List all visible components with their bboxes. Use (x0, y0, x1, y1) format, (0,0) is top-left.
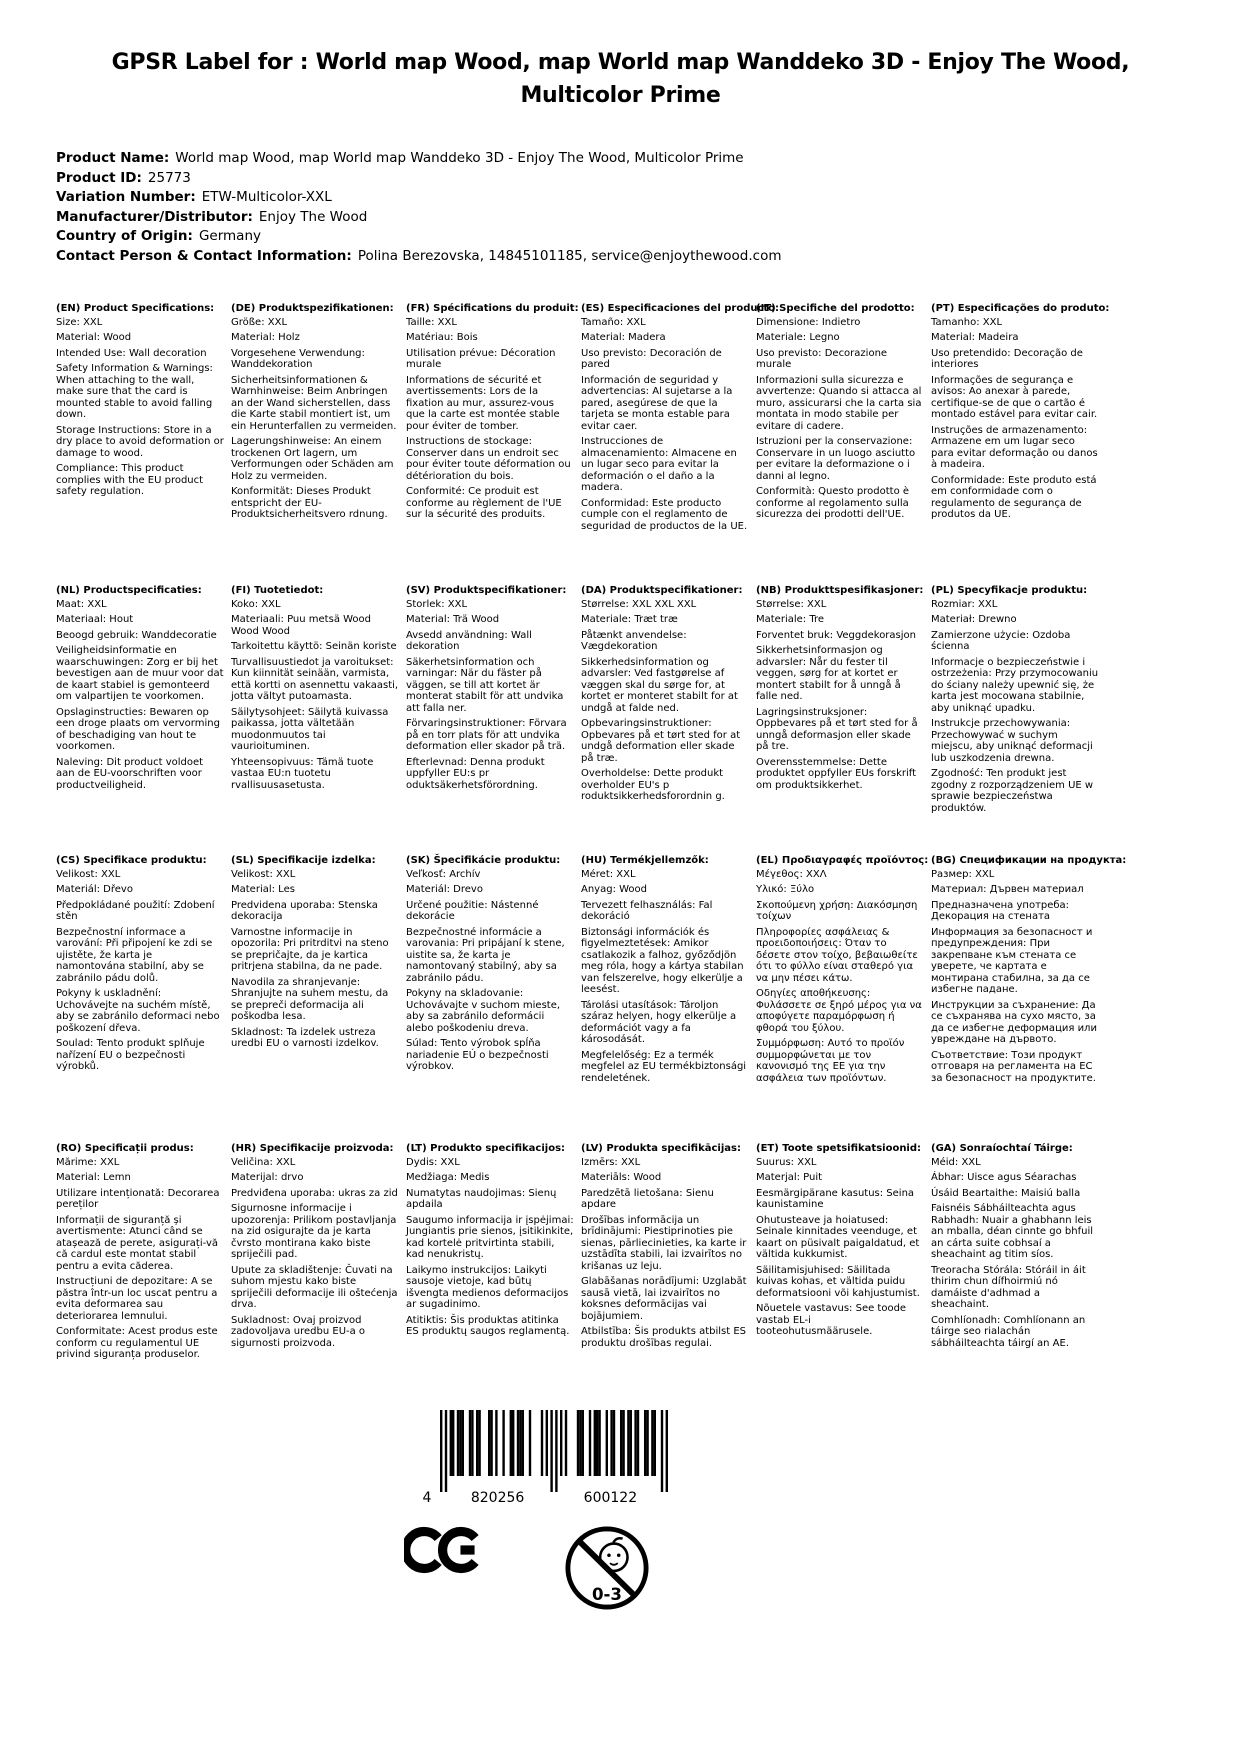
product-info-value: ETW-Multicolor-XXL (201, 189, 332, 205)
spec-item: Safety Information & Warnings: When attaching to the wall, make sure that the card is mounted stable to avoid falling down. (56, 363, 213, 420)
product-info-value: Polina Berezovska, 14845101185, service@enjoythewood.com (357, 247, 782, 264)
section-lv (581, 1143, 749, 1365)
spec-item: Atbilstība: Šis produkts atbilst ES produktu drošības regulai. (581, 1326, 747, 1349)
spec-item: Instrucțiuni de depozitare: A se păstra într-un loc uscat pentru a evita deformarea sau deteriorarea lemnului. (56, 1276, 218, 1322)
spec-item: Méret: XXL (581, 868, 636, 880)
spec-item: Comhlíonadh: Comhlíonann an táirge seo rialachán sábháilteachta táirgí an AE. (931, 1314, 1086, 1349)
spec-item: Material: Madera (581, 332, 666, 343)
spec-item: Säilytysohjeet: Säilytä kuivassa paikassa, jotta vältetään muodonmuutos tai vaurioituminen. (231, 706, 389, 752)
spec-item: Utilizare intenționată: Decorarea pereților (56, 1187, 220, 1210)
section-heading: (PT) Especificações do produto: (931, 303, 1110, 314)
section-heading: (NB) Produkttspesifikasjoner: (756, 585, 924, 596)
spec-item: Intended Use: Wall decoration (56, 347, 207, 359)
spec-item: Съответствие: Този продукт отговаря на регламента на ЕС за безопасност на продуктите. (931, 1049, 1096, 1084)
spec-item: Informații de siguranță și avertismente: Atunci când se atașează de perete, asigurați-vă că cardul este montat stabil pentru a evita căderea. (56, 1214, 219, 1272)
spec-item: Sicherheitsinformationen & Warnhinweise: Beim Anbringen an der Wand sicherstellen, dass die Karte stabil montiert ist, um ein Herunterfallen zu vermeiden. (231, 374, 397, 432)
spec-item: Conformidade: Este produto está em conformidade com o regulamento de segurança de produtos da UE. (931, 474, 1097, 520)
section-body (581, 869, 749, 1085)
section-heading: (HR) Specifikacije proizvoda: (231, 1143, 394, 1154)
section-en (56, 303, 224, 585)
section-body (231, 869, 399, 1050)
spec-item: Lagringsinstruksjoner: Oppbevares på et tørt sted for å unngå deformasjon eller skade på tre. (756, 706, 918, 752)
spec-item: Storlek: XXL (406, 598, 468, 610)
spec-item: Uso previsto: Decoración de pared (581, 347, 722, 370)
product-info-label: Contact Person & Contact Information: (56, 247, 352, 264)
spec-item: Nõuetele vastavus: See toode vastab EL-i tooteohutusmäärusele. (756, 1303, 907, 1337)
section-heading: (DE) Produktspezifikationen: (231, 303, 394, 314)
spec-item: Numatytas naudojimas: Sienų apdaila (406, 1187, 557, 1210)
section-body (56, 1157, 224, 1361)
spec-item: Skladnost: Ta izdelek ustreza uredbi EU o varnosti izdelkov. (231, 1026, 379, 1049)
spec-item: Zgodność: Ten produkt jest zgodny z rozporządzeniem UE w sprawie bezpieczeństwa produktów. (931, 768, 1094, 814)
product-info-label: Variation Number: (56, 189, 196, 205)
spec-item: Dydis: XXL (406, 1156, 460, 1168)
product-info-row (56, 247, 1186, 267)
section-body (231, 317, 399, 521)
product-info-label: Manufacturer/Distributor: (56, 208, 253, 225)
section-pl (931, 585, 1099, 855)
section-ga (931, 1143, 1099, 1365)
spec-item: Sikkerhedsinformation og advarsler: Ved fastgørelse af væggen skal du sørge for, at kortet er monteret stabilt for at undgå at falde ned. (581, 656, 738, 714)
section-es (581, 303, 780, 585)
spec-item: Utilisation prévue: Décoration murale (406, 347, 556, 370)
product-info-row (56, 169, 1186, 189)
ean13-barcode (418, 1410, 712, 1510)
spec-item: Veličina: XXL (231, 1156, 296, 1168)
spec-item: Tamanho: XXL (931, 316, 1003, 328)
spec-item: Información de seguridad y advertencias: Al sujetarse a la pared, asegúrese de que la tarjeta se monta estable para evitar caer. (581, 374, 733, 432)
section-heading: (CS) Specifikace produktu: (56, 855, 207, 866)
section-body (56, 599, 224, 792)
section-body (581, 317, 749, 533)
section-lt (406, 1143, 574, 1365)
section-el (756, 855, 929, 1143)
section-heading: (GA) Sonraíochtaí Táirge: (931, 1143, 1073, 1154)
spec-item: Μέγεθος: XXΛ (756, 868, 827, 880)
spec-item: Materjal: Puit (756, 1172, 823, 1183)
section-pt (931, 303, 1110, 585)
spec-item: Materiál: Drevo (406, 884, 483, 895)
spec-item: Informações de segurança e avisos: Ao anexar à parede, certifique-se de que o cartão é montado estável para evitar cair. (931, 374, 1098, 420)
spec-item: Bezpečnostní informace a varování: Při připojení ke zdi se ujistěte, že karta je namontována stabilní, aby se zabránilo pádu dolů. (56, 926, 213, 984)
section-body (406, 869, 574, 1073)
spec-item: Veiligheidsinformatie en waarschuwingen: Zorg er bij het bevestigen aan de muur voor dat de kaart stabiel is gemonteerd om valpartijen te voorkomen. (56, 645, 224, 702)
spec-item: Material: Madeira (931, 332, 1019, 343)
section-bg (931, 855, 1127, 1143)
section-heading: (NL) Productspecificaties: (56, 585, 202, 596)
spec-item: Οδηγίες αποθήκευσης: Φυλάσσετε σε ξηρό μέρος για να αποφύγετε παραμόρφωση ή φθορά του ξύλου. (756, 988, 922, 1034)
spec-item: Soulad: Tento produkt splňuje nařízení EU o bezpečnosti výrobků. (56, 1038, 205, 1072)
spec-item: Suurus: XXL (756, 1156, 817, 1168)
spec-item: Laikymo instrukcijos: Laikyti sausoje vietoje, kad būtų išvengta medienos deformacijos ar sugadinimo. (406, 1264, 569, 1310)
spec-item: Veľkosť: Archív (406, 868, 481, 880)
section-heading: (DA) Produktspecifikationer: (581, 585, 743, 596)
spec-item: Material: Les (231, 884, 295, 895)
spec-item: Ábhar: Uisce agus Séarachas (931, 1172, 1077, 1183)
product-info-value: Germany (198, 228, 261, 244)
section-body (231, 1157, 399, 1350)
product-info-row (56, 149, 1186, 169)
spec-item: Rozmiar: XXL (931, 598, 998, 610)
section-heading: (RO) Specificații produs: (56, 1143, 194, 1154)
section-heading: (FI) Tuotetiedot: (231, 585, 324, 596)
spec-item: Izmērs: XXL (581, 1156, 641, 1168)
spec-item: Istruzioni per la conservazione: Conservare in un luogo asciutto per evitare la deformazione o i danni al legno. (756, 436, 916, 482)
spec-item: Lagerungshinweise: An einem trockenen Ort lagern, um Verformungen oder Schäden am Holz zu vermeiden. (231, 436, 394, 482)
section-nl (56, 585, 224, 855)
spec-item: Påtænkt anvendelse: Vægdekoration (581, 629, 687, 652)
product-info-row (56, 227, 1186, 247)
section-heading: (PL) Specyfikacje produktu: (931, 585, 1088, 596)
spec-item: Материал: Дървен материал (931, 884, 1084, 895)
spec-item: Größe: XXL (231, 316, 288, 328)
spec-item: Size: XXL (56, 316, 103, 328)
spec-item: Varnostne informacije in opozorila: Pri pritrditvi na steno se prepričajte, da je kartica pritrjena stabilna, da ne pade. (231, 926, 389, 972)
age-warning-0-3-icon (564, 1522, 650, 1614)
spec-item: Material: Lemn (56, 1172, 131, 1183)
spec-item: Storage Instructions: Store in a dry place to avoid deformation or damage to wood. (56, 424, 224, 459)
section-body (581, 1157, 749, 1350)
spec-item: Predviđena uporaba: ukras za zid (231, 1187, 398, 1199)
spec-item: Biztonsági információk és figyelmeztetések: Amikor csatlakozik a falhoz, győződjön meg róla, hogy a kártya stabilan van felszerelve, hogy elkerülje a leesést. (581, 926, 744, 995)
spec-item: Material: Wood (56, 332, 132, 343)
section-body (406, 599, 574, 792)
section-hr (231, 1143, 399, 1365)
spec-item: Taille: XXL (406, 316, 457, 328)
spec-item: Yhteensopivuus: Tämä tuote vastaa EU:n tuotetu rvallisuusasetusta. (231, 756, 374, 791)
spec-item: Úsáid Beartaithe: Maisiú balla (931, 1187, 1081, 1199)
section-body (931, 317, 1099, 521)
spec-item: Predvidena uporaba: Stenska dekoracija (231, 899, 378, 922)
product-info-value: Enjoy The Wood (258, 208, 368, 225)
footer-icons-row (404, 1522, 712, 1614)
section-body (931, 1157, 1099, 1350)
product-info-value: World map Wood, map World map Wanddeko 3D - Enjoy The Wood, Multicolor Prime (175, 150, 744, 166)
section-heading: (ES) Especificaciones del producto: (581, 303, 780, 314)
age-warning-label: 0-3 (591, 1585, 623, 1605)
spec-item: Saugumo informacija ir įspėjimai: Jungiantis prie sienos, įsitikinkite, kad kortelė pritvirtinta stabili, kad nenukristų. (406, 1214, 574, 1260)
section-heading: (LV) Produkta specifikācijas: (581, 1143, 741, 1154)
section-body (756, 869, 924, 1085)
spec-item: Avsedd användning: Wall dekoration (406, 629, 532, 652)
spec-item: Informations de sécurité et avertissements: Lors de la fixation au mur, assurez-vous que la carte est montée stable pour éviter de tomber. (406, 374, 560, 432)
product-info-row (56, 208, 1186, 228)
spec-item: Conformidad: Este producto cumple con el reglamento de seguridad de productos de la UE. (581, 497, 748, 532)
spec-item: Konformität: Dieses Produkt entspricht der EU-Produktsicherheitsvero rdnung. (231, 486, 388, 520)
spec-item: Eesmärgipärane kasutus: Seina kaunistamine (756, 1187, 915, 1210)
spec-item: Mărime: XXL (56, 1156, 120, 1168)
section-heading: (FR) Spécifications du produit: (406, 303, 579, 314)
section-body (931, 599, 1099, 815)
product-info-label: Country of Origin: (56, 228, 193, 244)
spec-item: Material: Holz (231, 332, 300, 343)
section-fr (406, 303, 579, 585)
spec-item: Размер: XXL (931, 868, 995, 880)
section-body (756, 1157, 924, 1338)
section-nb (756, 585, 924, 855)
spec-item: Drošības informācija un brīdinājumi: Piestiprinoties pie sienas, pārliecinieties, ka karte ir uzstādīta stabili, lai izvairītos no krišanas uz leju. (581, 1214, 747, 1272)
section-body (56, 869, 224, 1073)
section-sv (406, 585, 574, 855)
spec-item: Υλικό: Ξύλο (756, 884, 815, 895)
spec-item: Sikkerhetsinformasjon og advarsler: Når du fester til veggen, sørg for at kortet er montert stabilt for å unngå å falle ned. (756, 645, 901, 702)
spec-item: Информация за безопасност и предупреждения: При закрепване към стената се уверете, че картата е монтирана стабилна, за да се избегне падане. (931, 926, 1093, 995)
spec-item: Conformità: Questo prodotto è conforme al regolamento sulla sicurezza dei prodotti dell'UE. (756, 486, 910, 520)
section-heading: (HU) Termékjellemzők: (581, 855, 709, 866)
spec-item: Συμμόρφωση: Αυτό το προϊόν συμμορφώνεται με τον κανονισμό της ΕΕ για την ασφάλεια των προϊόντων. (756, 1038, 905, 1084)
spec-item: Предназначена употреба: Декорация на стената (931, 899, 1070, 922)
spec-item: Předpokládané použití: Zdobení stěn (56, 899, 215, 922)
spec-item: Treoracha Stórála: Stóráil in áit thirim chun dífhoirmiú nó damáiste d'adhmad a sheachaint. (931, 1264, 1086, 1310)
section-cs (56, 855, 224, 1143)
spec-item: Opbevaringsinstruktioner: Opbevares på et tørt sted for at undgå deformation eller skade på træ. (581, 718, 741, 764)
section-heading: (BG) Спецификации на продукта: (931, 855, 1127, 866)
spec-item: Forventet bruk: Veggdekorasjon (756, 629, 916, 641)
section-ro (56, 1143, 224, 1365)
spec-item: Instrukcje przechowywania: Przechowywać w suchym miejscu, aby uniknąć deformacji lub uszkodzenia drewna. (931, 718, 1093, 764)
spec-item: Πληροφορίες ασφάλειας & προειδοποιήσεις: Όταν το δέσετε στον τοίχο, βεβαιωθείτε ότι το φύλλο είναι σταθερό για να μην πέσει κάτω. (756, 926, 918, 984)
spec-item: Turvallisuustiedot ja varoitukset: Kun kiinnität seinään, varmista, että kortti on asennettu vakaasti, jotta vältyt putoamasta. (231, 656, 399, 702)
section-heading: (LT) Produkto specifikacijos: (406, 1143, 566, 1154)
language-sections-grid (56, 303, 1127, 1365)
spec-item: Compliance: This product complies with the EU product safety regulation. (56, 463, 204, 497)
spec-item: Koko: XXL (231, 598, 281, 610)
spec-item: Matériau: Bois (406, 332, 478, 343)
spec-item: Bezpečnostné informácie a varovania: Pri pripájaní k stene, uistite sa, že karta je namontovaný stabilný, aby sa zabránilo pádu. (406, 926, 565, 984)
spec-item: Velikost: XXL (231, 868, 296, 880)
spec-item: Sigurnosne informacije i upozorenja: Prilikom postavljanja na zid osigurajte da je karta čvrsto montirana kako biste spriječili pad. (231, 1203, 397, 1260)
spec-item: Dimensione: Indietro (756, 316, 861, 328)
spec-item: Conformitate: Acest produs este conform cu regulamentul UE privind siguranța produselor. (56, 1326, 218, 1360)
spec-item: Materiał: Drewno (931, 614, 1017, 625)
section-heading: (ET) Toote spetsifikatsioonid: (756, 1143, 922, 1154)
section-body (756, 317, 924, 521)
spec-item: Pokyny na skladovanie: Uchovávajte v suchom mieste, aby sa zabránilo deformácii alebo poškodeniu dreva. (406, 988, 561, 1034)
barcode-digits-left: 820256 (470, 1490, 525, 1506)
product-info-label: Product ID: (56, 169, 142, 186)
spec-item: Informacje o bezpieczeństwie i ostrzeżenia: Przy przymocowaniu do ściany należy upewnić się, że karta jest mocowana stabilnie, aby uniknąć upadku. (931, 656, 1099, 714)
barcode-bars (418, 1410, 670, 1506)
spec-item: Méid: XXL (931, 1156, 981, 1168)
spec-item: Zamierzone użycie: Ozdoba ścienna (931, 629, 1071, 652)
spec-item: Инструкции за съхранение: Да се съхранява на сухо място, за да се избегне деформация или увреждане на дървото. (931, 999, 1097, 1045)
spec-item: Atitiktis: Šis produktas atitinka ES produktų saugos reglamentą. (406, 1314, 570, 1337)
product-info-row (56, 188, 1186, 208)
spec-item: Určené použitie: Nástenné dekorácie (406, 899, 539, 922)
section-heading: (SK) Špecifikácie produktu: (406, 855, 561, 866)
spec-item: Overholdelse: Dette produkt overholder EU's p roduktsikkerhedsforordnin g. (581, 768, 725, 802)
spec-item: Instructions de stockage: Conserver dans un endroit sec pour éviter toute déformation ou détérioration du bois. (406, 436, 571, 482)
product-info (56, 149, 1186, 266)
barcode-digits-right: 600122 (583, 1490, 638, 1506)
section-body (581, 599, 749, 803)
section-hu (581, 855, 749, 1143)
spec-item: Medžiaga: Medis (406, 1172, 490, 1183)
spec-item: Anyag: Wood (581, 884, 648, 895)
spec-item: Materiál: Dřevo (56, 884, 133, 895)
section-heading: (EL) Προδιαγραφές προϊόντος: (756, 855, 929, 866)
spec-item: Ohutusteave ja hoiatused: Seinale kinnitades veenduge, et kaart on püsivalt paigaldatud, et vältida kukkumist. (756, 1214, 920, 1260)
spec-item: Instruções de armazenamento: Armazene em um lugar seco para evitar deformação ou danos à madeira. (931, 424, 1098, 470)
spec-item: Säkerhetsinformation och varningar: När du fäster på väggen, se till att kortet är monterat stabilt för att undvika att falla ner. (406, 656, 564, 714)
spec-item: Materiale: Tre (756, 614, 825, 625)
spec-item: Opslaginstructies: Bewaren op een droge plaats om vervorming of beschadiging van hout te voorkomen. (56, 706, 220, 752)
barcode-digit-lead: 4 (422, 1490, 432, 1506)
product-info-value: 25773 (147, 169, 191, 186)
spec-item: Pokyny k uskladnění: Uchovávejte na suchém místě, aby se zabránilo deformaci nebo poškození dřeva. (56, 988, 220, 1034)
spec-item: Efterlevnad: Denna produkt uppfyller EU:s pr oduktsäkerhetsförordning. (406, 756, 545, 791)
spec-item: Materiale: Legno (756, 332, 840, 343)
section-fi (231, 585, 399, 855)
spec-item: Megfelelőség: Ez a termék megfelel az EU termékbiztonsági rendeletének. (581, 1049, 747, 1084)
section-heading: (EN) Product Specifications: (56, 303, 215, 314)
spec-item: Instrucciones de almacenamiento: Almacene en un lugar seco para evitar la deformación o el daño a la madera. (581, 436, 737, 493)
section-body (56, 317, 224, 498)
spec-item: Materijal: drvo (231, 1172, 304, 1183)
spec-item: Størrelse: XXL XXL XXL (581, 598, 697, 610)
spec-item: Navodila za shranjevanje: Shranjujte na suhem mestu, da se prepreči deformacija ali poškodba lesa. (231, 976, 389, 1022)
section-heading: (SL) Specifikacije izdelka: (231, 855, 376, 866)
section-de (231, 303, 399, 585)
page-title: GPSR Label for : World map Wood, map World map Wanddeko 3D - Enjoy The Wood, Multicolor Prime (111, 50, 1130, 108)
spec-item: Material: Trä Wood (406, 614, 500, 625)
spec-item: Glabāšanas norādījumi: Uzglabāt sausā vietā, lai izvairītos no koksnes deformācijas vai bojājumiem. (581, 1276, 747, 1322)
spec-item: Súlad: Tento výrobok spĺňa nariadenie EÚ o bezpečnosti výrobkov. (406, 1038, 549, 1072)
section-sl (231, 855, 399, 1143)
section-heading: (SV) Produktspecifikationer: (406, 585, 567, 596)
spec-item: Faisnéis Sábháilteachta agus Rabhadh: Nuair a ghabhann leis an mballa, déan cinnte go bhfuil an cárta suite cobhsaí a sheachaint ag titim síos. (931, 1203, 1093, 1260)
spec-item: Maat: XXL (56, 598, 107, 610)
spec-item: Materiāls: Wood (581, 1172, 662, 1183)
spec-item: Vorgesehene Verwendung: Wanddekoration (231, 347, 365, 370)
spec-item: Σκοπούμενη χρήση: Διακόσμηση τοίχων (756, 899, 918, 922)
section-et (756, 1143, 924, 1365)
section-sk (406, 855, 574, 1143)
spec-item: Materiaali: Puu metsä Wood Wood Wood (231, 614, 372, 637)
spec-item: Velikost: XXL (56, 868, 121, 880)
spec-item: Materiale: Træt træ (581, 614, 678, 625)
label-footer (392, 1410, 712, 1614)
spec-item: Tervezett felhasználás: Fal dekoráció (581, 899, 713, 922)
spec-item: Overensstemmelse: Dette produktet oppfyller EUs forskrift om produktsikkerhet. (756, 756, 917, 791)
section-body (406, 317, 574, 521)
section-da (581, 585, 749, 855)
spec-item: Tamaño: XXL (581, 316, 646, 328)
section-body (756, 599, 924, 792)
spec-item: Förvaringsinstruktioner: Förvara på en torr plats för att undvika deformation eller skador på trä. (406, 718, 567, 752)
spec-item: Naleving: Dit product voldoet aan de EU-voorschriften voor productveiligheid. (56, 756, 204, 791)
spec-item: Sukladnost: Ovaj proizvod zadovoljava uredbu EU-a o sigurnosti proizvoda. (231, 1314, 366, 1349)
section-heading: (IT) Specifiche del prodotto: (756, 303, 915, 314)
spec-item: Conformité: Ce produit est conforme au règlement de l'UE sur la sécurité des produits. (406, 486, 562, 520)
spec-item: Informazioni sulla sicurezza e avvertenze: Quando si attacca al muro, assicurarsi che la carta sia montata in modo stabile per evitare di cadere. (756, 374, 922, 432)
spec-item: Materiaal: Hout (56, 614, 134, 625)
spec-item: Tárolási utasítások: Tároljon száraz helyen, hogy elkerülje a deformációt vagy a fa károsodását. (581, 999, 737, 1045)
spec-item: Paredzētā lietošana: Sienu apdare (581, 1187, 714, 1210)
spec-item: Säilitamisjuhised: Säilitada kuivas kohas, et vältida puidu deformatsiooni või kahjustumist. (756, 1264, 920, 1299)
spec-item: Tarkoitettu käyttö: Seinän koriste (231, 641, 397, 652)
section-it (756, 303, 924, 585)
spec-item: Uso previsto: Decorazione murale (756, 347, 888, 370)
spec-item: Beoogd gebruik: Wanddecoratie (56, 629, 217, 641)
section-body (231, 599, 399, 792)
spec-item: Upute za skladištenje: Čuvati na suhom mjestu kako biste spriječili deformacije ili oštećenja drva. (231, 1264, 398, 1310)
section-body (406, 1157, 574, 1338)
spec-item: Uso pretendido: Decoração de interiores (931, 347, 1083, 370)
section-body (931, 869, 1099, 1085)
ce-mark-icon (404, 1522, 480, 1578)
spec-item: Størrelse: XXL (756, 598, 827, 610)
product-info-label: Product Name: (56, 150, 170, 166)
